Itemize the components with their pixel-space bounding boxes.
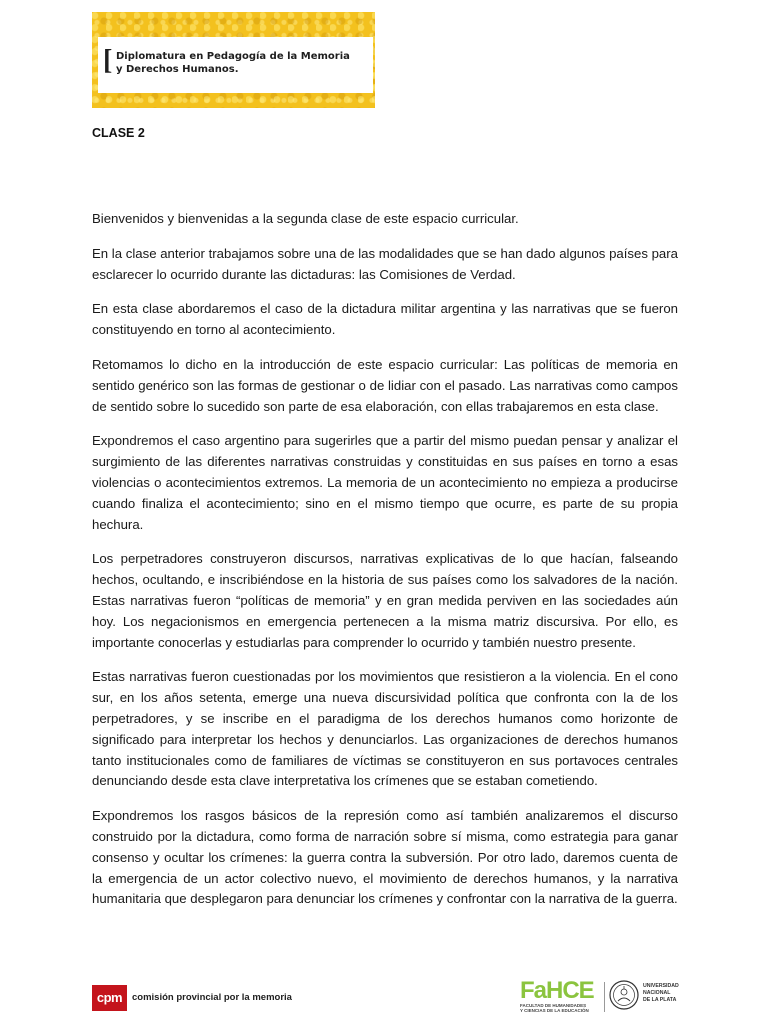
fahce-subtitle xyxy=(520,1003,600,1013)
unlp-line1: UNIVERSIDAD xyxy=(643,983,679,989)
cpm-logo-mark: cpm xyxy=(92,985,127,1011)
fahce-logo-text: FaHCE xyxy=(520,977,594,1004)
unlp-seal-icon xyxy=(609,980,639,1010)
paragraph-3: En esta clase abordaremos el caso de la dictadura militar argentina y las narrativas que se fueron constituyendo en torno al acontecimiento. xyxy=(92,301,678,338)
unlp-logo xyxy=(609,980,689,1014)
course-title-line1: Diplomatura en Pedagogía de la Memoria xyxy=(116,51,350,62)
paragraph-7: Estas narrativas fueron cuestionadas por los movimientos que resistieron a la violencia. En el cono sur, en los años setenta, emerge una nueva discursividad política que confronta con la de los perpetradores, y se inscribe en el paradigma de los derechos humanos como horizonte de significado para interpretar los hechos y denunciarlos. Las organizaciones de derechos humanos tanto institucionales como de familiares de víctimas se constituyeron en sus portavoces centrales denunciando desde esta clave interpretativa los crímenes que se estaban cometiendo. xyxy=(92,669,678,789)
paragraph-2: En la clase anterior trabajamos sobre una de las modalidades que se han dado algunos países para esclarecer lo ocurrido durante las dictaduras: las Comisiones de Verdad. xyxy=(92,245,678,282)
unlp-line2: NACIONAL xyxy=(643,990,671,996)
header-banner xyxy=(92,12,375,108)
paragraph-5: Expondremos el caso argentino para sugerirles que a partir del mismo puedan pensar y analizar el surgimiento de las diferentes narrativas construidas y constituidas en sus países en torno a esas violencias o acontecimientos extremos. La memoria de un acontecimiento no empieza a producirse cuando finaliza el acontecimiento; sino en el mismo tiempo que ocurre, es parte de su propia hechura. xyxy=(92,433,678,532)
class-heading: CLASE 2 xyxy=(92,126,145,140)
fahce-subtitle-line2: Y CIENCIAS DE LA EDUCACIÓN xyxy=(520,1008,589,1013)
cpm-name: comisión provincial por la memoria xyxy=(132,992,292,1003)
paragraph-4: Retomamos lo dicho en la introducción de este espacio curricular: Las políticas de memoria en sentido genérico son las formas de gestionar o de lidiar con el pasado. Las narrativas como campos de sentido sobre lo sucedido son parte de esa elaboración, con ellas trabajaremos en esta clase. xyxy=(92,356,678,414)
course-title-line2: y Derechos Humanos. xyxy=(116,64,239,75)
fahce-logo xyxy=(520,979,600,1013)
header-title-box xyxy=(98,37,373,93)
unlp-name xyxy=(643,983,679,1004)
bracket-mark: [ xyxy=(103,45,113,76)
course-title xyxy=(116,50,366,76)
unlp-line3: DE LA PLATA xyxy=(643,997,677,1003)
document-body xyxy=(92,209,678,924)
footer-divider xyxy=(604,982,605,1012)
paragraph-8: Expondremos los rasgos básicos de la represión como así también analizaremos el discurso construido por la dictadura, como forma de narración sobre sí misma, como estrategia para ganar consenso y ocultar los crímenes: la guerra contra la subversión. Por otro lado, daremos cuenta de la emergencia de un actor colectivo nuevo, el movimiento de derechos humanos, y la narrativa humanitaria que desplegaron para denunciar los crímenes y confrontar con la narrativa de la guerra. xyxy=(92,808,678,907)
paragraph-6: Los perpetradores construyeron discursos, narrativas explicativas de lo que hacían, falseando hechos, ocultando, e inscribiéndose en la historia de sus países como los salvadores de la nación. Estas narrativas fueron “políticas de memoria” y en gran medida perviven en las sociedades aún hoy. Los negacionismos en emergencia pertenecen a la misma matriz discursiva. Por ello, es importante conocerlas y estudiarlas para comprender lo ocurrido y también nuestro presente. xyxy=(92,551,678,650)
fahce-subtitle-line1: FACULTAD DE HUMANIDADES xyxy=(520,1003,587,1008)
paragraph-1: Bienvenidos y bienvenidas a la segunda clase de este espacio curricular. xyxy=(92,211,519,226)
